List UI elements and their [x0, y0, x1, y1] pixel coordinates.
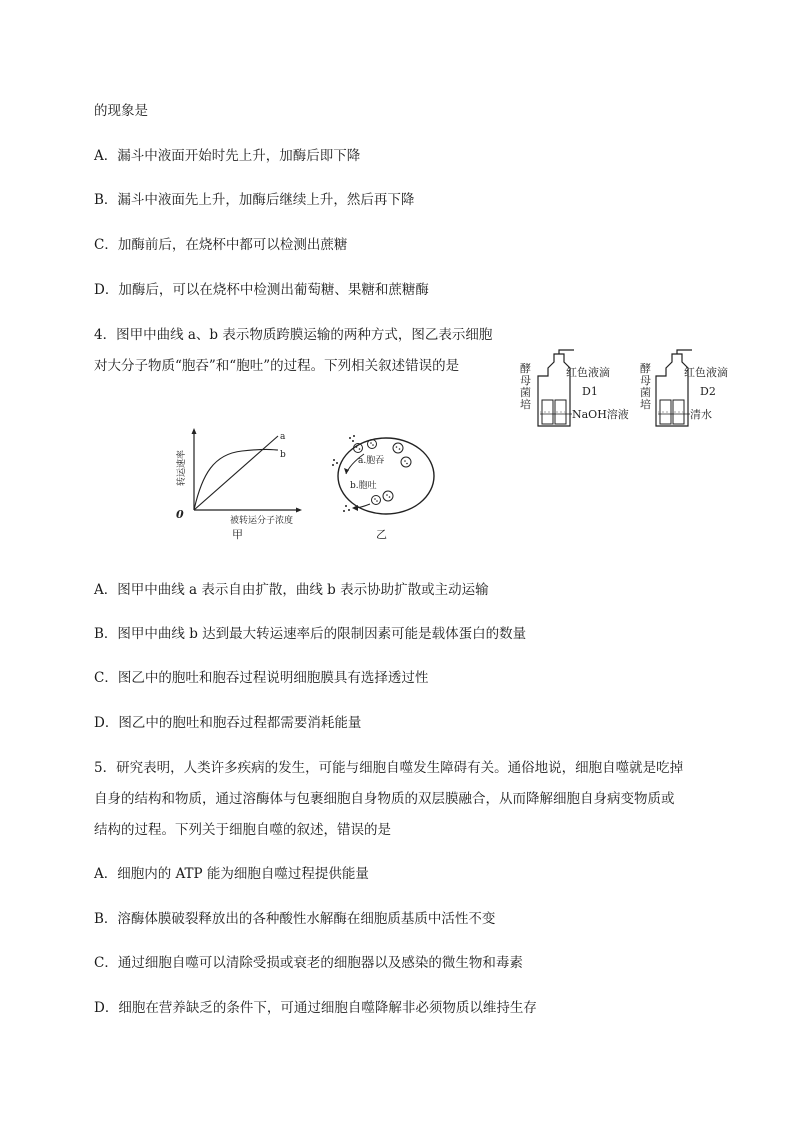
- q5-stem-line-3: 结构的过程。下列关于细胞自噬的叙述，错误的是: [94, 822, 391, 838]
- q3-option-b: B．漏斗中液面先上升，加酶后继续上升，然后再下降: [94, 192, 415, 208]
- bottle-d2: [640, 350, 728, 426]
- cell-label-exocytosis: b.胞吐: [350, 481, 377, 491]
- q3-option-d: D．加酶后，可以在烧杯中检测出葡萄糖、果糖和蔗糖酶: [94, 282, 429, 298]
- bottle-d1-label-2: 母: [520, 374, 531, 387]
- q5-stem-line-1: 5．研究表明，人类许多疾病的发生，可能与细胞自噬发生障碍有关。通俗地说，细胞自噬就是吃掉: [94, 760, 684, 776]
- cell-yi: [320, 424, 440, 544]
- q3-option-a: A．漏斗中液面开始时先上升，加酶后即下降: [94, 148, 361, 164]
- graph-jia: [172, 424, 312, 544]
- q3-option-c: C．加酶前后，在烧杯中都可以检测出蔗糖: [94, 237, 348, 253]
- graph-caption: 甲: [232, 528, 243, 541]
- q5-option-d: D．细胞在营养缺乏的条件下，可通过细胞自噬降解非必须物质以维持生存: [94, 1000, 537, 1016]
- q4-option-a: A．图甲中曲线 a 表示自由扩散，曲线 b 表示协助扩散或主动运输: [94, 582, 489, 598]
- graph-curve-b-label: b: [280, 450, 286, 460]
- q5-stem-line-2: 自身的结构和物质，通过溶酶体与包裹细胞自身物质的双层膜融合，从而降解细胞自身病变物质或: [94, 791, 675, 807]
- bottle-d1-liquid-label: NaOH溶液: [572, 408, 629, 421]
- q5-option-a: A．细胞内的 ATP 能为细胞自噬过程提供能量: [94, 866, 369, 882]
- bottle-d1-label-4: 培: [520, 398, 531, 411]
- q3-stem-tail: 的现象是: [94, 103, 148, 119]
- bottle-d1: [520, 350, 629, 426]
- bottle-d1-name: D1: [582, 385, 598, 398]
- cell-label-endocytosis: a.胞吞: [358, 456, 385, 466]
- bottle-d1-drop-label: 红色液滴: [566, 366, 610, 379]
- q5-option-b: B．溶酶体膜破裂释放出的各种酸性水解酶在细胞质基质中活性不变: [94, 911, 496, 927]
- q4-stem-line-1: 4．图甲中曲线 a、b 表示物质跨膜运输的两种方式，图乙表示细胞: [94, 327, 493, 343]
- bottle-d1-label-1: 酵: [520, 362, 531, 375]
- yeast-bottle-figure: [510, 348, 742, 434]
- bottle-d2-drop-label: 红色液滴: [684, 366, 728, 379]
- q4-stem-line-2: 对大分子物质“胞吞”和“胞吐”的过程。下列相关叙述错误的是: [94, 358, 460, 374]
- bottle-d2-label-2: 母: [640, 374, 651, 387]
- bottle-d1-label-3: 菌: [520, 386, 531, 399]
- graph-curve-a-label: a: [280, 432, 286, 442]
- graph-origin-label: 0: [176, 508, 184, 521]
- bottle-d2-label-4: 培: [640, 398, 651, 411]
- graph-y-axis-label: 转运速率: [177, 449, 187, 487]
- bottle-d2-name: D2: [700, 385, 716, 398]
- graph-x-axis-label: 被转运分子浓度: [230, 516, 294, 526]
- bottle-d2-label-1: 酵: [640, 362, 651, 375]
- q4-option-c: C．图乙中的胞吐和胞吞过程说明细胞膜具有选择透过性: [94, 670, 429, 686]
- bottle-d2-label-3: 菌: [640, 386, 651, 399]
- cell-caption: 乙: [376, 528, 387, 541]
- q4-option-d: D．图乙中的胞吐和胞吞过程都需要消耗能量: [94, 715, 362, 731]
- q4-option-b: B．图甲中曲线 b 达到最大转运速率后的限制因素可能是载体蛋白的数量: [94, 626, 527, 642]
- q5-option-c: C．通过细胞自噬可以清除受损或衰老的细胞器以及感染的微生物和毒素: [94, 955, 523, 971]
- bottle-d2-liquid-label: 清水: [690, 408, 712, 421]
